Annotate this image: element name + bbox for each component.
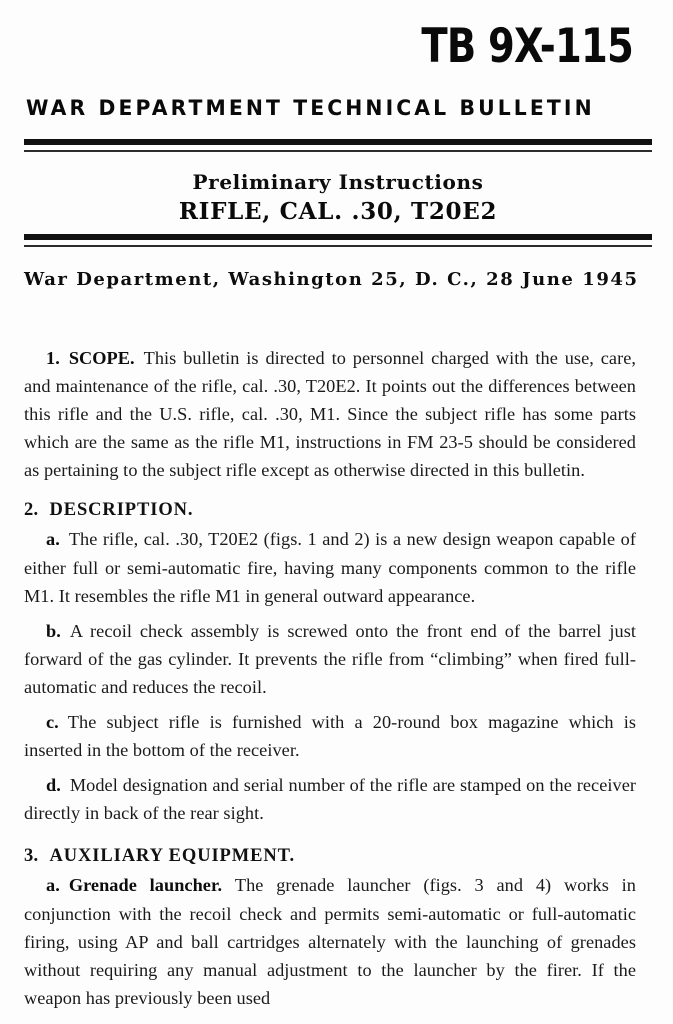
- section-2-paragraph-a: [24, 525, 636, 609]
- paragraph-runin-heading: Grenade launcher.: [68, 875, 235, 896]
- paragraph-label: a.: [46, 875, 60, 896]
- section-1-heading: SCOPE.: [68, 348, 135, 368]
- paragraph-label: b.: [46, 620, 61, 641]
- section-2-paragraph-c: [24, 708, 636, 764]
- department-title: WAR DEPARTMENT TECHNICAL BULLETIN: [26, 96, 595, 120]
- double-rule-top: [24, 139, 652, 152]
- section-1-paragraph: [24, 344, 636, 484]
- title-preliminary: Preliminary Instructions: [192, 170, 484, 194]
- section-2-paragraph-b: [24, 617, 636, 701]
- spacer: [24, 610, 636, 617]
- section-3-title: AUXILIARY EQUIPMENT.: [49, 846, 296, 867]
- spacer: [24, 764, 636, 771]
- body-column: [24, 344, 636, 1012]
- paragraph-text: Model designation and serial number of the rifle are stamped on the receiver directly in back of the rear sight.: [24, 775, 636, 824]
- rule-thin: [24, 150, 652, 152]
- section-3-paragraph-a: [24, 871, 636, 1011]
- paragraph-text: A recoil check assembly is screwed onto the front end of the barrel just forward of the gas cylinder. It prevents the rifle from “climbing” when fired full-automatic and reduces the recoil.: [24, 620, 636, 697]
- section-3-number: 3.: [24, 846, 39, 867]
- rule-thin: [24, 245, 652, 247]
- rule-thick: [24, 139, 652, 145]
- paragraph-label: d.: [46, 775, 61, 796]
- paragraph-text: The rifle, cal. .30, T20E2 (figs. 1 and 2) is a new design weapon capable of either full or semi-automatic fire, having many components common to the rifle M1. It resembles the rifle M1 in general outward appearance.: [24, 529, 636, 606]
- section-2-heading: [24, 496, 636, 524]
- spacer: [24, 701, 636, 708]
- rule-thick: [24, 234, 652, 240]
- dateline: War Department, Washington 25, D. C., 28 June 1945: [24, 269, 639, 290]
- title-block: [24, 170, 652, 226]
- section-2-title: DESCRIPTION.: [49, 500, 194, 521]
- section-3-heading: [24, 842, 636, 870]
- spacer: [24, 484, 636, 496]
- paragraph-text: The grenade launcher (figs. 3 and 4) works in conjunction with the recoil check and permits semi-automatic or full-automatic firing, using AP and ball cartridges alternately with the launching of grenades without requiring any manual adjustment to the launcher by the firer. If the weapon has previously been used: [24, 875, 636, 1008]
- title-subject: RIFLE, CAL. .30, T20E2: [178, 198, 498, 225]
- section-2-paragraph-d: [24, 771, 636, 827]
- paragraph-text: The subject rifle is furnished with a 20-round box magazine which is inserted in the bottom of the receiver.: [24, 712, 636, 761]
- bulletin-number: TB 9X-115: [421, 19, 633, 74]
- paragraph-label: a.: [46, 529, 60, 550]
- section-1-number: 1.: [46, 348, 60, 368]
- section-1-text: This bulletin is directed to personnel charged with the use, care, and maintenance of the rifle, cal. .30, T20E2. It points out the differences between this rifle and the U.S. rifle, cal. .30, M1. Since the subject rifle has some parts which are the same as the rifle M1, instructions in FM 23-5 should be considered as pertaining to the subject rifle except as otherwise directed in this bulletin.: [24, 348, 636, 481]
- paragraph-label: c.: [46, 712, 59, 733]
- section-2-number: 2.: [24, 500, 39, 521]
- double-rule-bottom: [24, 234, 652, 247]
- spacer: [24, 827, 636, 842]
